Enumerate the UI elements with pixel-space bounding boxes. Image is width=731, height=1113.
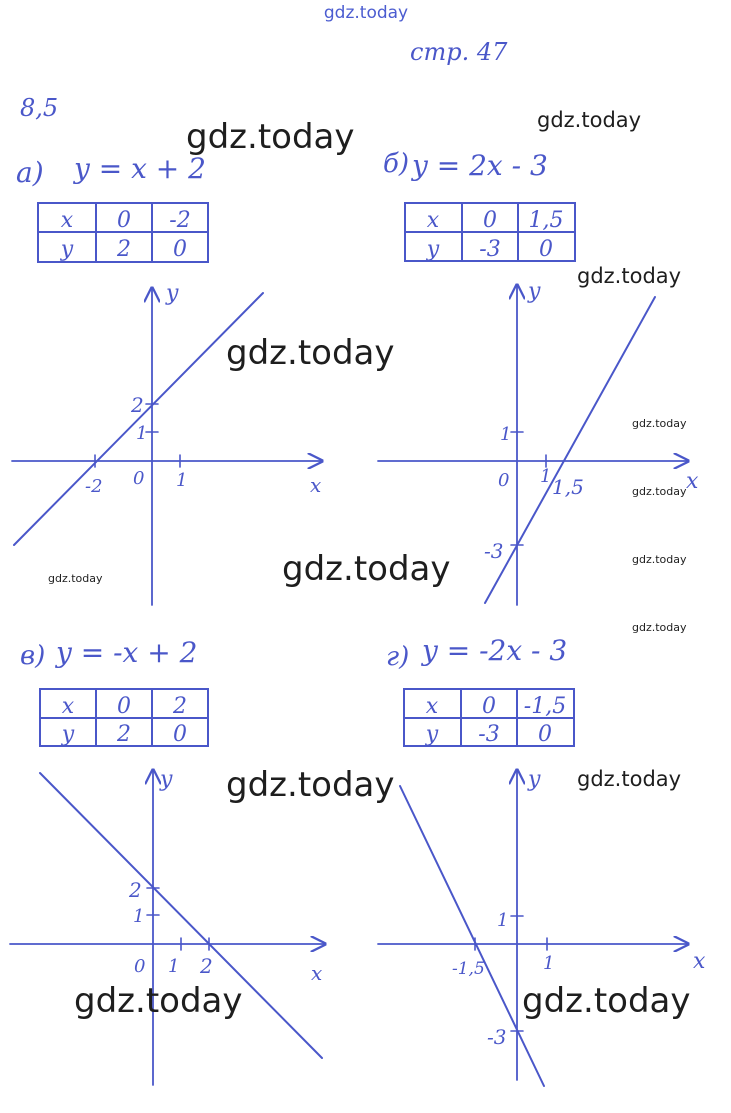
watermark: gdz.today bbox=[537, 108, 642, 132]
table-cell: 0 bbox=[538, 722, 552, 747]
problem-g-equation: y = -2x - 3 bbox=[422, 634, 568, 667]
table-cell: x bbox=[60, 208, 74, 233]
function-line bbox=[400, 786, 544, 1086]
table-cell: 0 bbox=[173, 237, 187, 262]
watermark: gdz.today bbox=[226, 333, 395, 373]
tick-label: 2 bbox=[131, 393, 144, 417]
tick-label: 2 bbox=[200, 954, 213, 978]
tick-label: 1 bbox=[133, 906, 145, 927]
problem-b-equation: y = 2x - 3 bbox=[412, 149, 548, 182]
table-cell: x bbox=[61, 694, 75, 719]
tick-label: 1 bbox=[500, 424, 512, 445]
graph-a bbox=[12, 281, 322, 605]
tick-label: -3 bbox=[484, 539, 504, 563]
watermark: gdz.today bbox=[577, 767, 682, 791]
table-cell: 0 bbox=[173, 722, 187, 747]
watermark: gdz.today bbox=[74, 981, 243, 1021]
table-cell: -2 bbox=[169, 208, 191, 233]
page-reference: стр. 47 bbox=[410, 38, 508, 66]
table-cell: 1,5 bbox=[528, 208, 564, 233]
tick-label: -3 bbox=[487, 1025, 507, 1049]
x-axis-label: x bbox=[310, 473, 322, 497]
table-cell: 2 bbox=[117, 722, 131, 747]
value-table-v bbox=[40, 689, 208, 747]
x-axis-label: x bbox=[686, 469, 699, 494]
problem-a-label: а) bbox=[16, 156, 44, 189]
table-cell: 0 bbox=[117, 694, 131, 719]
watermark: gdz.today bbox=[226, 765, 395, 805]
problem-a bbox=[12, 152, 322, 605]
problem-b-label: б) bbox=[383, 149, 410, 179]
watermark: gdz.today bbox=[632, 485, 687, 498]
graph-g bbox=[378, 767, 706, 1086]
exercise-number: 8,5 bbox=[20, 94, 59, 122]
table-cell: 0 bbox=[117, 208, 131, 233]
origin-label: 0 bbox=[134, 956, 146, 977]
table-cell: y bbox=[426, 237, 440, 262]
watermark: gdz.today bbox=[632, 621, 687, 634]
origin-label: 0 bbox=[498, 470, 510, 491]
problem-a-equation: y = x + 2 bbox=[74, 152, 206, 185]
table-cell: 2 bbox=[117, 237, 131, 262]
watermark: gdz.today bbox=[632, 553, 687, 566]
table-cell: x bbox=[426, 208, 440, 233]
watermark: gdz.today bbox=[48, 572, 103, 585]
table-cell: -3 bbox=[478, 722, 500, 747]
watermark: gdz.today bbox=[186, 117, 355, 157]
tick-label: 1 bbox=[497, 910, 509, 931]
tick-label: 2 bbox=[129, 878, 142, 902]
x-axis-label: x bbox=[311, 961, 323, 985]
table-cell: 0 bbox=[483, 208, 497, 233]
tick-label: 1 bbox=[540, 466, 552, 487]
table-cell: y bbox=[61, 722, 75, 747]
watermark: gdz.today bbox=[522, 981, 691, 1021]
y-axis-label: y bbox=[160, 767, 173, 792]
watermark: gdz.today bbox=[632, 417, 687, 430]
function-line bbox=[485, 297, 655, 603]
problem-v-label: в) bbox=[20, 641, 46, 671]
value-table-g bbox=[404, 689, 574, 747]
tick-label: 1,5 bbox=[552, 475, 584, 499]
table-cell: x bbox=[425, 694, 439, 719]
problem-b bbox=[378, 149, 699, 605]
origin-label: 0 bbox=[133, 468, 145, 489]
table-cell: 0 bbox=[539, 237, 553, 262]
tick-label: -1,5 bbox=[452, 959, 485, 979]
tick-label: 1 bbox=[176, 470, 188, 491]
table-cell: y bbox=[60, 237, 74, 262]
tick-label: -2 bbox=[85, 476, 103, 497]
watermark-top[interactable]: gdz.today bbox=[323, 3, 409, 23]
tick-label: 1 bbox=[168, 956, 180, 977]
x-axis-label: x bbox=[693, 949, 706, 974]
table-cell: -3 bbox=[479, 237, 501, 262]
table-cell: 0 bbox=[482, 694, 496, 719]
y-axis-label: y bbox=[528, 279, 541, 304]
value-table-a bbox=[38, 203, 208, 262]
y-axis-label: y bbox=[166, 281, 179, 306]
tick-label: 1 bbox=[136, 423, 148, 444]
watermark: gdz.today bbox=[282, 549, 451, 589]
graph-v bbox=[10, 767, 325, 1085]
function-line bbox=[14, 293, 263, 545]
value-table-b bbox=[405, 203, 575, 262]
problem-v-equation: y = -x + 2 bbox=[56, 636, 198, 669]
problem-g-label: г) bbox=[386, 642, 410, 672]
y-axis-label: y bbox=[528, 767, 541, 792]
table-cell: y bbox=[425, 722, 439, 747]
watermark-layer bbox=[48, 108, 691, 1021]
tick-label: 1 bbox=[543, 953, 555, 974]
watermark: gdz.today bbox=[577, 264, 682, 288]
table-cell: -1,5 bbox=[523, 694, 567, 719]
table-cell: 2 bbox=[173, 694, 187, 719]
